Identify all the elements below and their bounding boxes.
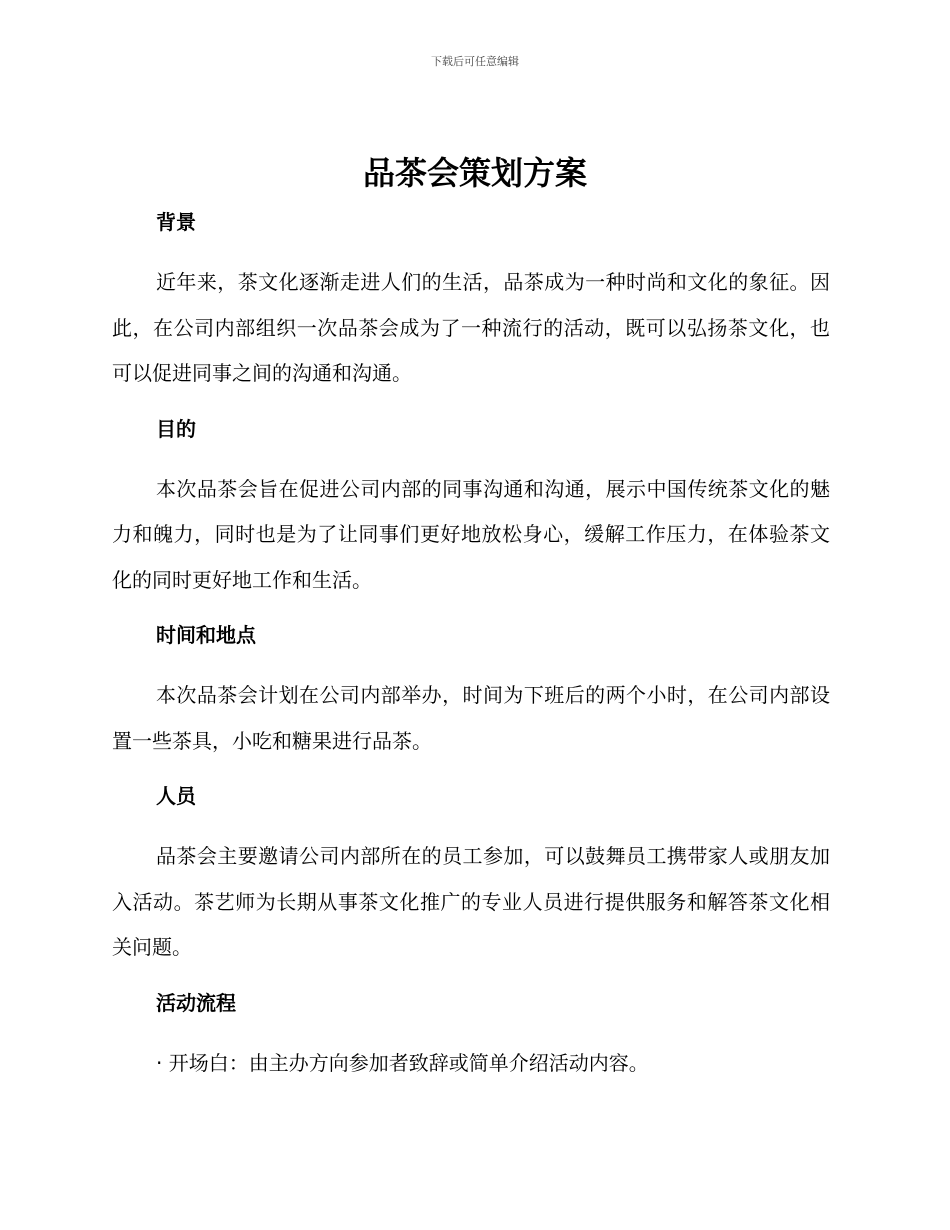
section-heading-personnel: 人员 [156,784,196,808]
section-heading-activity-flow: 活动流程 [156,990,236,1015]
document-body [112,204,830,1086]
activity-flow-item: · 开场白：由主办方向参加者致辞或简单介绍活动内容。 [156,1050,649,1075]
section-heading-purpose: 目的 [156,416,196,441]
page-header-note: 下载后可任意编辑 [431,55,519,68]
section-heading-background: 背景 [156,210,196,234]
section-heading-time-place: 时间和地点 [156,623,256,647]
section-paragraph-personnel: 品茶会主要邀请公司内部所在的员工参加，可以鼓舞员工携带家人或朋友加入活动。茶艺师为长期从事茶文化推广的专业人员进行提供服务和解答茶文化相关问题。 [112,844,830,959]
section-paragraph-background: 近年来，茶文化逐渐走进人们的生活，品茶成为一种时尚和文化的象征。因此，在公司内部组织一次品茶会成为了一种流行的活动，既可以弘扬茶文化，也可以促进同事之间的沟通和沟通。 [112,270,830,385]
section-paragraph-time-place: 本次品茶会计划在公司内部举办，时间为下班后的两个小时，在公司内部设置一些茶具，小吃和糖果进行品茶。 [112,683,830,753]
section-paragraph-purpose: 本次品茶会旨在促进公司内部的同事沟通和沟通，展示中国传统茶文化的魅力和魄力，同时也是为了让同事们更好地放松身心，缓解工作压力，在体验茶文化的同时更好地工作和生活。 [112,476,830,592]
document-title: 品茶会策划方案 [362,154,587,192]
